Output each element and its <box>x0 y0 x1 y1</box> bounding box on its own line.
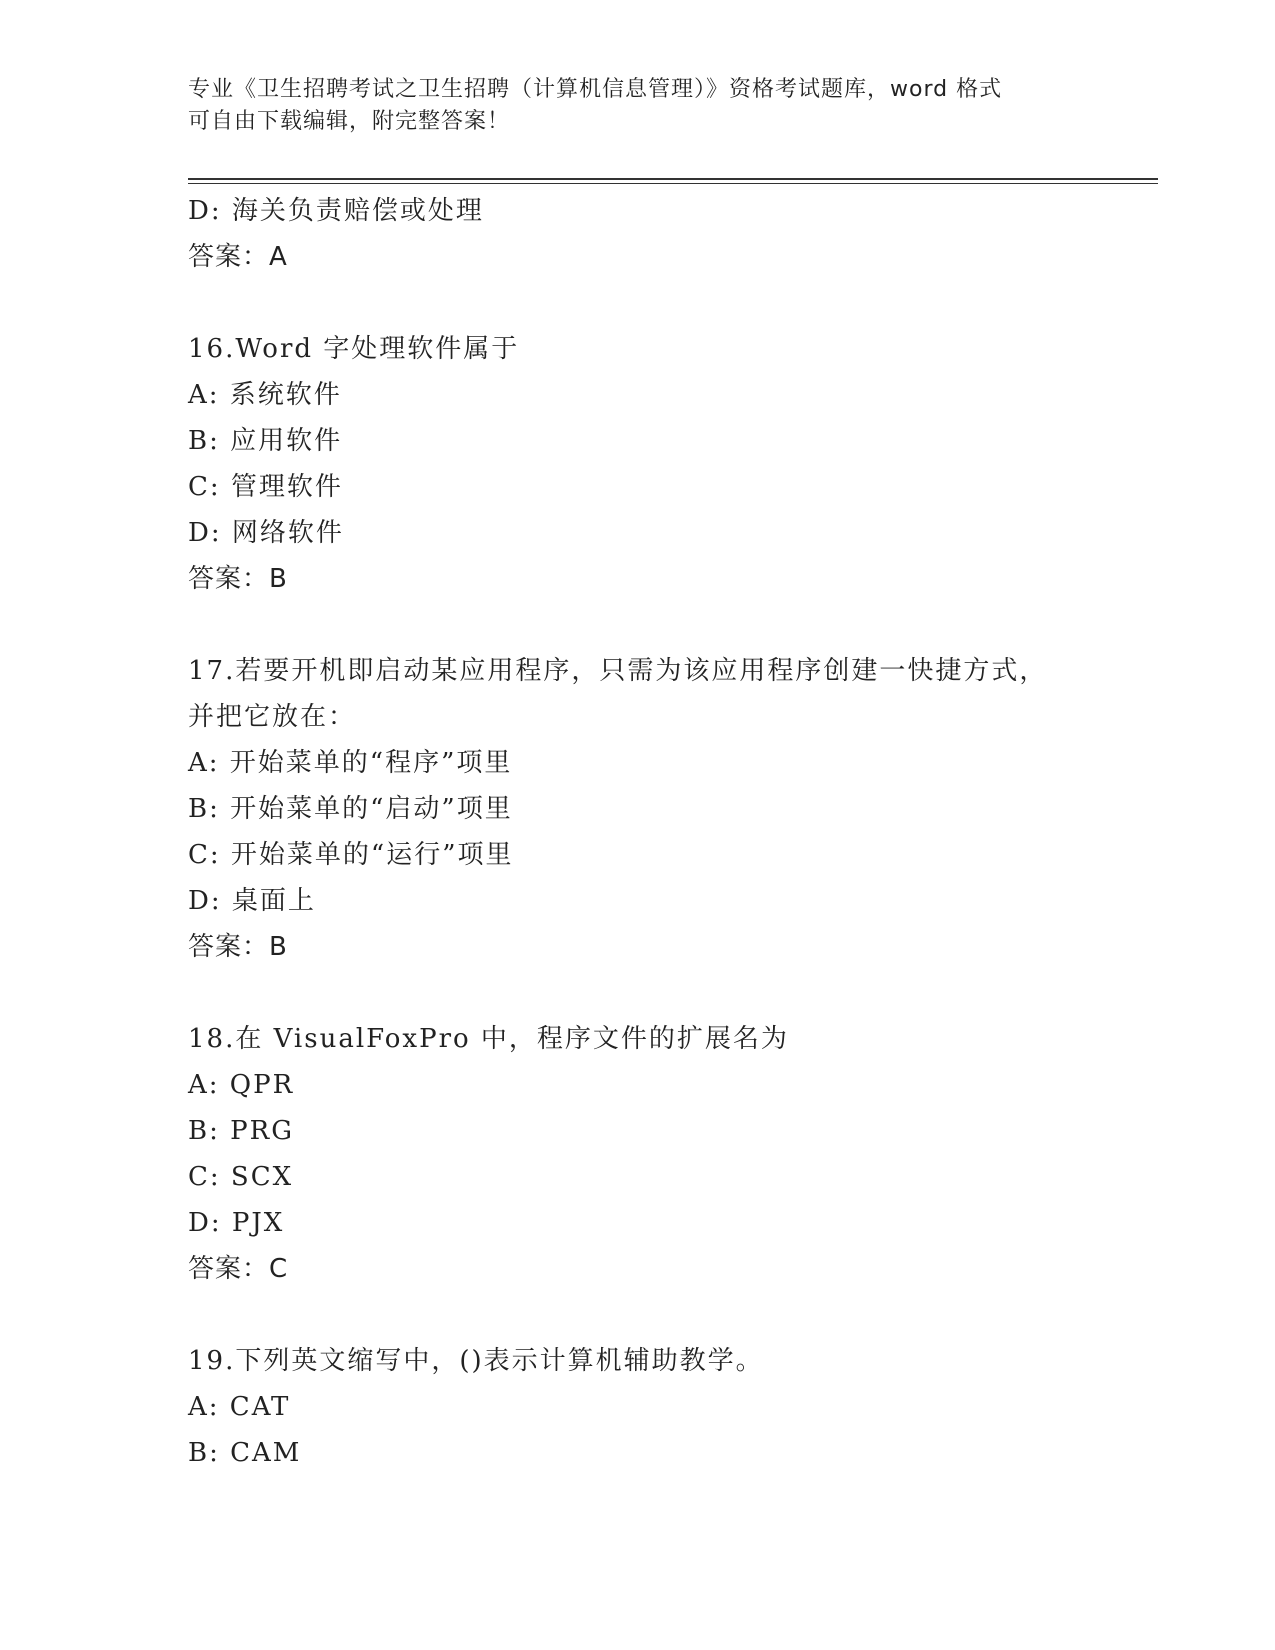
spacer <box>188 602 1168 648</box>
option-b: B: 开始菜单的“启动”项里 <box>188 794 513 824</box>
option-a: A: QPR <box>188 1070 295 1100</box>
question-title-line-1: 17.若要开机即启动某应用程序，只需为该应用程序创建一快捷方式， <box>188 656 1048 686</box>
question-16 <box>188 326 1168 602</box>
spacer <box>188 1292 1168 1338</box>
option-a: A: 开始菜单的“程序”项里 <box>188 748 513 778</box>
option-c: C: 管理软件 <box>188 472 343 502</box>
header-divider-thick <box>188 178 1158 180</box>
answer-line: 答案：B <box>188 932 288 962</box>
document-header <box>188 74 1068 138</box>
answer-line: 答案：A <box>188 242 288 272</box>
question-18 <box>188 1016 1168 1292</box>
option-c: C: SCX <box>188 1162 294 1192</box>
option-a: A: 系统软件 <box>188 380 342 410</box>
question-title: 16.Word 字处理软件属于 <box>188 334 520 364</box>
option-d: D: 桌面上 <box>188 886 316 916</box>
answer-line: 答案：C <box>188 1254 289 1284</box>
option-a: A: CAT <box>188 1392 291 1422</box>
option-b: B: PRG <box>188 1116 294 1146</box>
spacer <box>188 970 1168 1016</box>
question-title: 18.在 VisualFoxPro 中，程序文件的扩展名为 <box>188 1024 789 1054</box>
option-d: D: PJX <box>188 1208 285 1238</box>
question-17 <box>188 648 1168 970</box>
header-line-1: 专业《卫生招聘考试之卫生招聘（计算机信息管理）》资格考试题库，word 格式 <box>188 77 1003 102</box>
header-line-2: 可自由下载编辑，附完整答案！ <box>188 109 511 134</box>
question-title: 19.下列英文缩写中，()表示计算机辅助教学。 <box>188 1346 764 1376</box>
header-divider-thin <box>188 183 1158 184</box>
question-list <box>188 188 1168 1476</box>
option-d: D: 网络软件 <box>188 518 344 548</box>
answer-line: 答案：B <box>188 564 288 594</box>
option-b: B: 应用软件 <box>188 426 343 456</box>
question-title-line-2: 并把它放在： <box>188 702 357 732</box>
question-19 <box>188 1338 1168 1476</box>
spacer <box>188 280 1168 326</box>
option-b: B: CAM <box>188 1438 302 1468</box>
option-d: D: 海关负责赔偿或处理 <box>188 196 484 226</box>
option-c: C: 开始菜单的“运行”项里 <box>188 840 514 870</box>
